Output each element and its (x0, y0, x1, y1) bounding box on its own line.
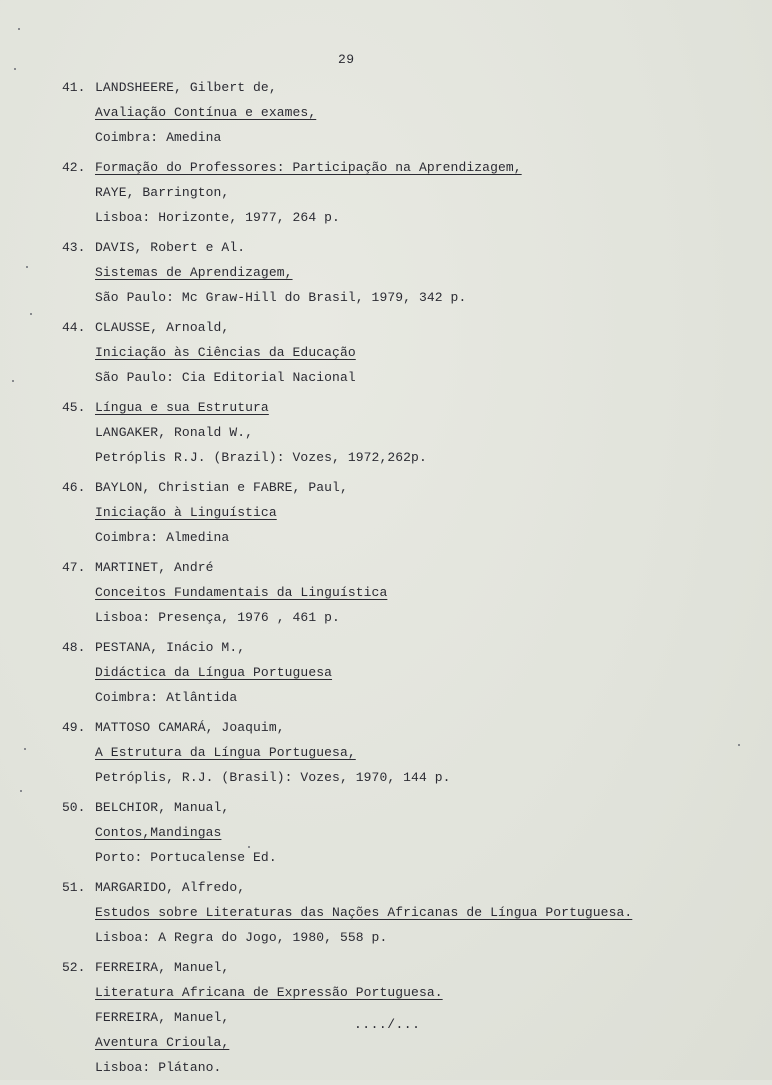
entry-lines (95, 555, 752, 630)
scan-speck (12, 380, 14, 382)
scan-speck (20, 790, 22, 792)
bibliography-entry (62, 635, 752, 710)
entry-line: Petróplis R.J. (Brazil): Vozes, 1972,262p. (95, 450, 427, 465)
scan-speck (248, 846, 250, 848)
entry-number: 47. (62, 560, 86, 575)
scan-speck (24, 748, 26, 750)
entry-number: 41. (62, 80, 86, 95)
entry-lines (95, 315, 752, 390)
bibliography-entry (62, 555, 752, 630)
entry-number: 46. (62, 480, 86, 495)
entry-number: 51. (62, 880, 86, 895)
entry-line: Lisboa: Horizonte, 1977, 264 p. (95, 210, 340, 225)
entry-title: A Estrutura da Língua Portuguesa, (95, 745, 356, 760)
entry-line: São Paulo: Mc Graw-Hill do Brasil, 1979, 342 p. (95, 290, 467, 305)
entry-number: 43. (62, 240, 86, 255)
entry-lines (95, 475, 752, 550)
entry-number: 52. (62, 960, 86, 975)
entry-number: 49. (62, 720, 86, 735)
bibliography-entry (62, 395, 752, 470)
entry-lines (95, 635, 752, 710)
bibliography-list (62, 75, 752, 1085)
entry-line: São Paulo: Cia Editorial Nacional (95, 370, 356, 385)
entry-title: Língua e sua Estrutura (95, 400, 269, 415)
entry-lines (95, 795, 752, 870)
entry-title: Aventura Crioula, (95, 1035, 230, 1050)
entry-number: 45. (62, 400, 86, 415)
entry-title: Conceitos Fundamentais da Linguística (95, 585, 388, 600)
entry-lines (95, 955, 752, 1080)
entry-line: LANGAKER, Ronald W., (95, 425, 254, 440)
entry-title: Formação do Professores: Participação na Aprendizagem, (95, 160, 522, 175)
entry-line: Lisboa: Plátano. (95, 1060, 222, 1075)
entry-line: Porto: Portucalense Ed. (95, 850, 277, 865)
entry-number: 44. (62, 320, 86, 335)
entry-number: 42. (62, 160, 86, 175)
entry-line: LANDSHEERE, Gilbert de, (95, 80, 277, 95)
entry-line: DAVIS, Robert e Al. (95, 240, 246, 255)
entry-line: Coimbra: Amedina (95, 130, 222, 145)
entry-line: MARGARIDO, Alfredo, (95, 880, 246, 895)
entry-lines (95, 75, 752, 150)
entry-line: RAYE, Barrington, (95, 185, 230, 200)
bibliography-entry (62, 75, 752, 150)
entry-title: Didáctica da Língua Portuguesa (95, 665, 333, 680)
entry-line: CLAUSSE, Arnoald, (95, 320, 230, 335)
entry-title: Iniciação às Ciências da Educação (95, 345, 356, 360)
entry-title: Sistemas de Aprendizagem, (95, 265, 293, 280)
entry-title: Avaliação Contínua e exames, (95, 105, 317, 120)
entry-line: FERREIRA, Manuel, (95, 960, 230, 975)
entry-title: Iniciação à Linguística (95, 505, 277, 520)
entry-line: Lisboa: Presença, 1976 , 461 p. (95, 610, 340, 625)
scan-speck (30, 313, 32, 315)
bibliography-entry (62, 475, 752, 550)
entry-number: 50. (62, 800, 86, 815)
scan-speck (738, 744, 740, 746)
entry-number: 48. (62, 640, 86, 655)
entry-lines (95, 155, 752, 230)
continuation-marker: ..../... (354, 1017, 421, 1032)
bibliography-entry (62, 315, 752, 390)
entry-line: Lisboa: A Regra do Jogo, 1980, 558 p. (95, 930, 388, 945)
entry-line: MATTOSO CAMARÁ, Joaquim, (95, 720, 285, 735)
entry-lines (95, 875, 752, 950)
entry-line: Coimbra: Atlântida (95, 690, 238, 705)
scan-speck (18, 28, 20, 30)
bibliography-entry (62, 795, 752, 870)
entry-lines (95, 395, 752, 470)
entry-line: Petróplis, R.J. (Brasil): Vozes, 1970, 144 p. (95, 770, 451, 785)
entry-line: Coimbra: Almedina (95, 530, 230, 545)
page-number: 29 (338, 52, 355, 67)
entry-line: FERREIRA, Manuel, (95, 1010, 230, 1025)
scan-speck (26, 266, 28, 268)
entry-line: PESTANA, Inácio M., (95, 640, 246, 655)
entry-lines (95, 715, 752, 790)
bibliography-entry (62, 235, 752, 310)
entry-title: Estudos sobre Literaturas das Nações Africanas de Língua Portuguesa. (95, 905, 633, 920)
entry-lines (95, 235, 752, 310)
bibliography-entry (62, 155, 752, 230)
entry-title: Contos,Mandingas (95, 825, 222, 840)
scan-speck (14, 68, 16, 70)
entry-line: BELCHIOR, Manual, (95, 800, 230, 815)
entry-line: BAYLON, Christian e FABRE, Paul, (95, 480, 348, 495)
entry-title: Literatura Africana de Expressão Portuguesa. (95, 985, 443, 1000)
entry-line: MARTINET, André (95, 560, 214, 575)
bibliography-entry (62, 875, 752, 950)
bibliography-entry (62, 715, 752, 790)
